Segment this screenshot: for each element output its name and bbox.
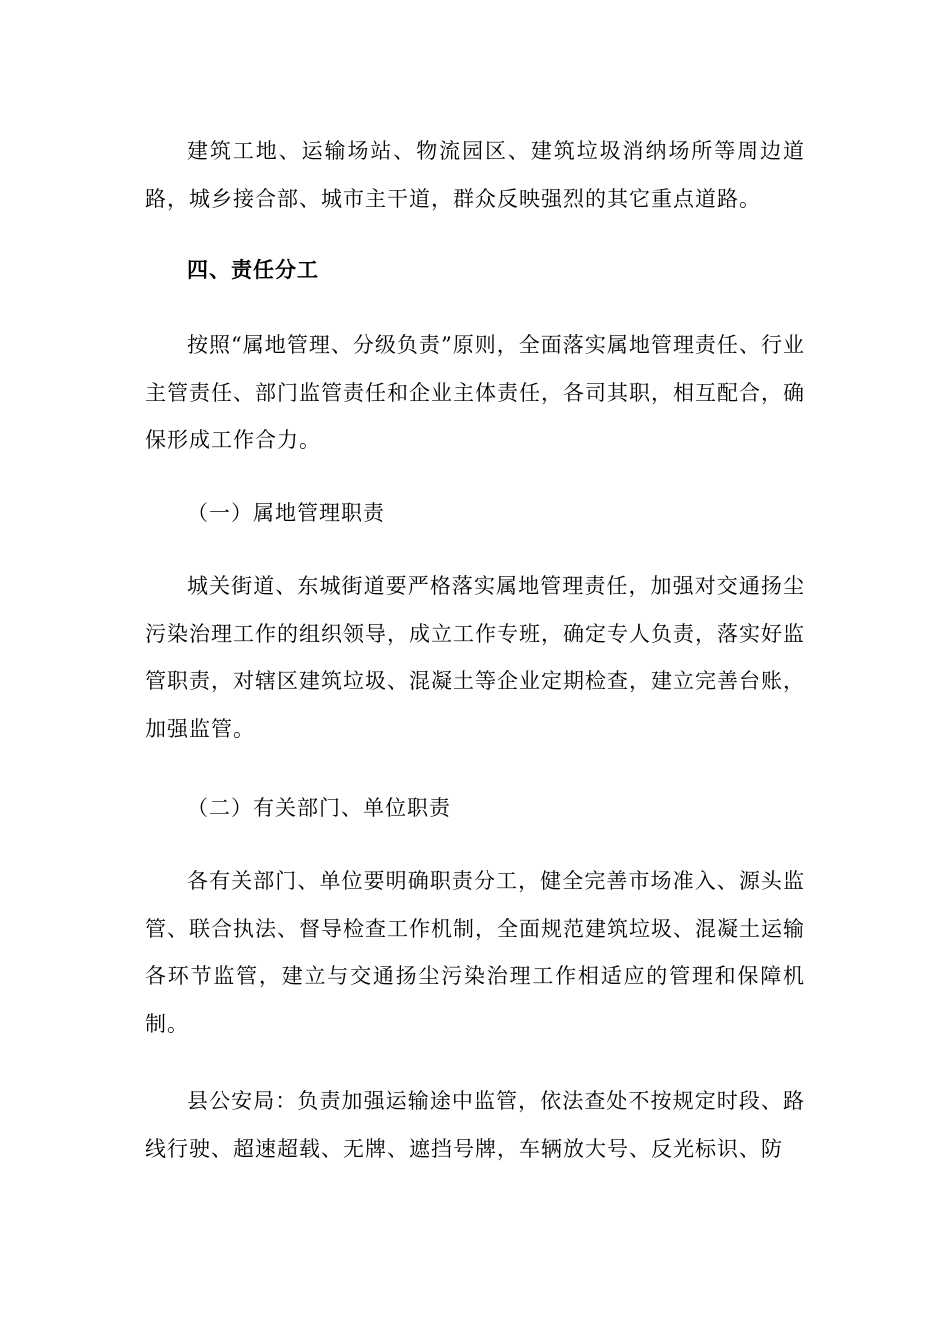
paragraph-road-scope: 建筑工地、运输场站、物流园区、建筑垃圾消纳场所等周边道路，城乡接合部、城市主干道，群众反映强烈的其它重点道路。 [145,139,805,211]
paragraph-public-security-bureau: 县公安局：负责加强运输途中监管，依法查处不按规定时段、路线行驶、超速超载、无牌、遮挡号牌，车辆放大号、反光标识、防 [145,1089,805,1161]
subheading-department-duties: （二）有关部门、单位职责 [187,796,451,820]
paragraph-department-duties: 各有关部门、单位要明确职责分工，健全完善市场准入、源头监管、联合执法、督导检查工作机制，全面规范建筑垃圾、混凝土运输各环节监管，建立与交通扬尘污染治理工作相适应的管理和保障机制。 [145,869,805,1036]
section-heading-responsibilities: 四、责任分工 [187,258,319,282]
paragraph-principle: 按照“属地管理、分级负责”原则，全面落实属地管理责任、行业主管责任、部门监管责任和企业主体责任，各司其职，相互配合，确保形成工作合力。 [145,333,805,452]
subheading-territorial-duties: （一）属地管理职责 [187,501,385,525]
paragraph-territorial-duties: 城关街道、东城街道要严格落实属地管理责任，加强对交通扬尘污染治理工作的组织领导，成立工作专班，确定专人负责，落实好监管职责，对辖区建筑垃圾、混凝土等企业定期检查，建立完善台账，加强监管。 [145,574,805,741]
